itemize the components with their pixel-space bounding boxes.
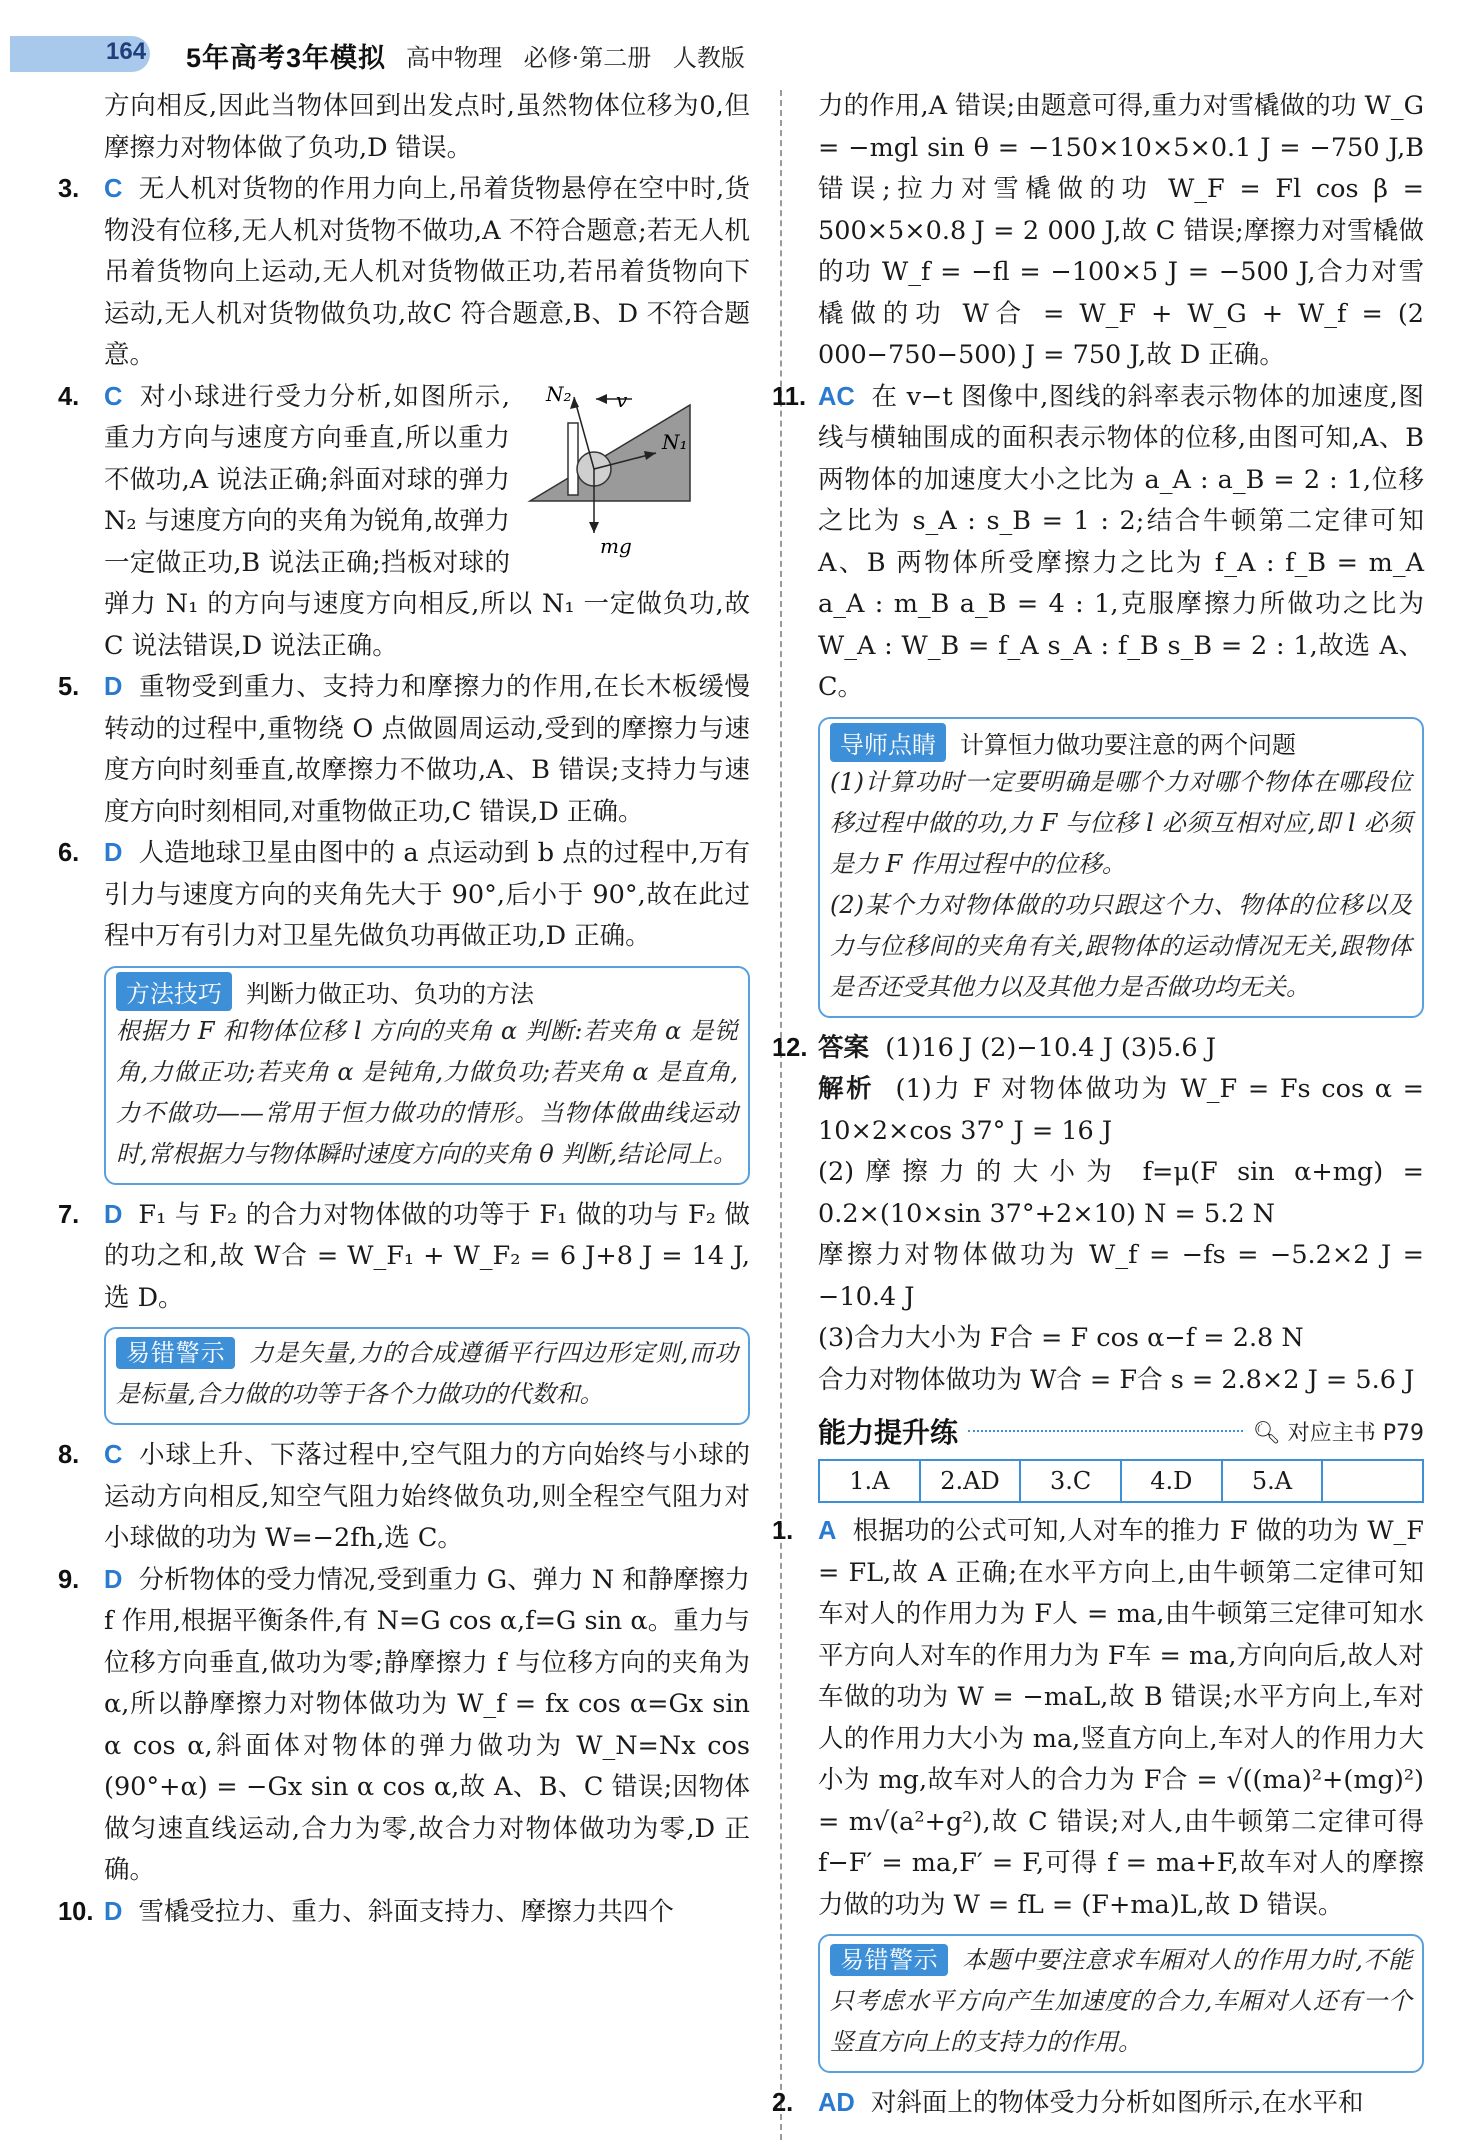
book-title: 5年高考3年模拟 bbox=[186, 43, 387, 73]
analysis-line: (1)力 F 对物体做功为 W_F = Fs cos α = 10×2×cos 37° J = 16 J bbox=[818, 1074, 1424, 1146]
answer-letter: D bbox=[104, 1565, 123, 1594]
answer-letter: C bbox=[104, 175, 123, 203]
answer-cell bbox=[1322, 1460, 1423, 1502]
explanation-text: 对斜面上的物体受力分析如图所示,在水平和 bbox=[870, 2088, 1364, 2118]
question-number: 5. bbox=[58, 673, 80, 701]
answer-cell: 4.D bbox=[1121, 1460, 1222, 1502]
question-number: 12. bbox=[772, 1033, 808, 1062]
answer-letter: D bbox=[104, 839, 123, 867]
question-number: 4. bbox=[58, 382, 80, 411]
answer-cell: 3.C bbox=[1020, 1460, 1121, 1502]
label-mg: mg bbox=[600, 533, 632, 558]
answer-cell: 1.A bbox=[819, 1460, 920, 1502]
answer-table bbox=[818, 1459, 1424, 1503]
question-5 bbox=[58, 667, 750, 833]
question-number: 10. bbox=[58, 1897, 94, 1926]
question-number: 7. bbox=[58, 1200, 80, 1229]
explanation-text: 对小球进行受力分析,如图所示,重力方向与速度方向垂直,所以重力不做功,A 说法正确;斜面对球的弹力 N₂ 与速度方向的夹角为锐角,故弹力一定做正功,B 说法正确;挡板对球的弹力 N₁ 的方向与速度方向相反,所以 N₁ 一定做负功,故 C 说法错误,D 说法正确。 bbox=[104, 381, 750, 661]
answer-letter: D bbox=[104, 1897, 123, 1926]
mentor-tip-box bbox=[818, 717, 1424, 1018]
section-dotted-line bbox=[968, 1430, 1243, 1432]
label-n1: N₁ bbox=[662, 429, 688, 454]
box-title: 判断力做正功、负功的方法 bbox=[246, 979, 534, 1008]
answer-letter: AD bbox=[818, 2089, 855, 2117]
method-tip-box bbox=[104, 966, 750, 1185]
question-9 bbox=[58, 1560, 750, 1892]
explanation-text: F₁ 与 F₂ 的合力对物体做的功等于 F₁ 做的功与 F₂ 做的功之和,故 W合 = W_F₁ + W_F₂ = 6 J+8 J = 14 J,选 D。 bbox=[104, 1199, 750, 1313]
answer-letter: AC bbox=[818, 382, 855, 411]
question-11 bbox=[772, 377, 1424, 709]
book-subtitle: 高中物理 必修·第二册 人教版 bbox=[406, 44, 745, 72]
label-v: v bbox=[616, 387, 628, 412]
answer-letter: D bbox=[104, 1200, 123, 1229]
box-tag: 易错警示 bbox=[116, 1337, 235, 1369]
answer-letter: C bbox=[104, 382, 123, 411]
box-body: 根据力 F 和物体位移 l 方向的夹角 α 判断:若夹角 α 是锐角,力做正功;若夹角 α 是钝角,力做负功;若夹角 α 是直角,力不做功——常用于恒力做功的情形。当物体做曲线运动时,常根据力与物体瞬时速度方向的夹角 θ 判断,结论同上。 bbox=[116, 1016, 738, 1168]
explanation-text: 无人机对货物的作用力向上,吊着货物悬停在空中时,货物没有位移,无人机对货物不做功,A 不符合题意;若无人机吊着货物向上运动,无人机对货物做正功,若吊着货物向下运动,无人机对货物做负功,故C 符合题意,B、D 不符合题意。 bbox=[104, 174, 750, 370]
explanation-text: 重物受到重力、支持力和摩擦力的作用,在长木板缓慢转动的过程中,重物绕 O 点做圆周运动,受到的摩擦力与速度方向时刻垂直,故摩擦力不做功,A、B 错误;支持力与速度方向时刻相同,对重物做正功,C 错误,D 正确。 bbox=[104, 672, 750, 827]
explanation-text: 人造地球卫星由图中的 a 点运动到 b 点的过程中,万有引力与速度方向的夹角先大于 90°,后小于 90°,故在此过程中万有引力对卫星先做负功再做正功,D 正确。 bbox=[104, 838, 750, 951]
box-body: 力是矢量,力的合成遵循平行四边形定则,而功是标量,合力做的功等于各个力做功的代数和。 bbox=[116, 1339, 739, 1408]
question-8 bbox=[58, 1435, 750, 1560]
box-tag: 方法技巧 bbox=[116, 972, 232, 1011]
question-4 bbox=[58, 377, 750, 668]
box-tag: 导师点睛 bbox=[830, 723, 946, 762]
explanation-text: 根据功的公式可知,人对车的推力 F 做的功为 W_F = FL,故 A 正确;在水平方向上,由牛顿第二定律可知车对人的作用力为 F人 = ma,由牛顿第三定律可知水平方向人对车的作用力为 F车 = ma,方向向后,故人对车做的功为 W = −maL,故 B 错误;水平方向上,车对人的作用力大小为 ma,竖直方向上,车对人的作用力大小为 mg,故车对人的合力为 F合 = √((ma)²+(mg)²) = m√(a²+g²),故 C 错误;对人,由牛顿第二定律可得 f−F′ = ma,F′ = F,可得 f = ma+F,故车对人的摩擦力做的功为 W = fL = (F+ma)L,故 D 错误。 bbox=[818, 1516, 1424, 1920]
question-10 bbox=[58, 1892, 750, 1934]
answer-letter: D bbox=[104, 673, 123, 701]
answer-cell: 5.A bbox=[1222, 1460, 1323, 1502]
box-body-1: (1)计算功时一定要明确是哪个力对哪个物体在哪段位移过程中做的功,力 F 与位移 l 必须互相对应,即 l 必须是力 F 作用过程中的位移。 bbox=[830, 767, 1412, 878]
question-12 bbox=[772, 1028, 1424, 1402]
error-warning-box bbox=[104, 1327, 750, 1425]
answer-values: (1)16 J (2)−10.4 J (3)5.6 J bbox=[885, 1032, 1216, 1063]
answer-letter: A bbox=[818, 1517, 837, 1545]
analysis-label: 解析 bbox=[818, 1074, 875, 1104]
error-warning-box bbox=[818, 1934, 1424, 2073]
left-column bbox=[58, 86, 750, 1933]
explanation-text: 小球上升、下落过程中,空气阻力的方向始终与小球的运动方向相反,知空气阻力始终做负功,则全程空气阻力对小球做的功为 W=−2fh,选 C。 bbox=[104, 1440, 750, 1553]
incline-ball-diagram bbox=[520, 383, 750, 563]
question-6 bbox=[58, 833, 750, 958]
baffle-plate bbox=[568, 423, 578, 495]
answer-cell: 2.AD bbox=[920, 1460, 1021, 1502]
analysis-line: 摩擦力对物体做功为 W_f = −fs = −5.2×2 J = −10.4 J bbox=[818, 1240, 1424, 1312]
ability-question-1 bbox=[772, 1511, 1424, 1926]
question-number: 2. bbox=[772, 2089, 794, 2117]
explanation-text: 在 v−t 图像中,图线的斜率表示物体的加速度,图线与横轴围成的面积表示物体的位移,由图可知,A、B 两物体的加速度大小之比为 a_A : a_B = 2 : 1,位移之比为 s_A : s_B = 1 : 2;结合牛顿第二定律可知 A、B 两物体所受摩擦力之比为 f_A : f_B = m_A a_A : m_B a_B = 4 : 1,克服摩擦力所做功之比为 W_A : W_B = f_A s_A : f_B s_B = 2 : 1,故选 A、C。 bbox=[818, 381, 1424, 702]
question-number: 6. bbox=[58, 839, 80, 867]
label-n2: N₂ bbox=[546, 382, 572, 406]
answer-letter: C bbox=[104, 1441, 123, 1469]
analysis-line: (3)合力大小为 F合 = F cos α−f = 2.8 N bbox=[818, 1323, 1304, 1353]
box-title: 计算恒力做功要注意的两个问题 bbox=[960, 730, 1296, 759]
question-number: 8. bbox=[58, 1441, 80, 1469]
box-body-2: (2)某个力对物体做的功只跟这个力、物体的位移以及力与位移间的夹角有关,跟物体的运动情况无关,跟物体是否还受其他力以及其他力是否做功均无关。 bbox=[830, 890, 1412, 1001]
question-3 bbox=[58, 169, 750, 377]
ability-question-2 bbox=[772, 2083, 1424, 2125]
explanation-text: 雪橇受拉力、重力、斜面支持力、摩擦力共四个 bbox=[138, 1896, 674, 1927]
continued-paragraph: 方向相反,因此当物体回到出发点时,虽然物体位移为0,但摩擦力对物体做了负功,D 错误。 bbox=[104, 91, 750, 163]
answer-label: 答案 bbox=[818, 1032, 870, 1063]
analysis-line: 合力对物体做功为 W合 = F合 s = 2.8×2 J = 5.6 J bbox=[818, 1364, 1415, 1395]
question-number: 1. bbox=[772, 1517, 794, 1545]
box-body: 本题中要注意求车厢对人的作用力时,不能只考虑水平方向产生加速度的合力,车厢对人还有一个竖直方向上的支持力的作用。 bbox=[830, 1946, 1412, 2056]
question-number: 9. bbox=[58, 1565, 80, 1594]
page-number: 164 bbox=[106, 38, 147, 65]
section-title: 能力提升练 bbox=[818, 1417, 959, 1448]
explanation-text: 分析物体的受力情况,受到重力 G、弹力 N 和静摩擦力 f 作用,根据平衡条件,有 N=G cos α,f=G sin α。重力与位移方向垂直,做功为零;静摩擦力 f 与位移方向的夹角为 α,所以静摩擦力对物体做功为 W_f = fx cos α=Gx sin α cos α,斜面体对物体的弹力做功为 W_N=Nx cos (90°+α) = −Gx sin α cos α,故 A、B、C 错误;因物体做匀速直线运动,合力为零,故合力对物体做功为零,D 正确。 bbox=[104, 1564, 750, 1885]
question-number: 11. bbox=[772, 382, 807, 411]
section-reference: 🔍︎ 对应主书 P79 bbox=[1252, 1420, 1424, 1446]
question-7 bbox=[58, 1195, 750, 1320]
analysis-line: (2)摩擦力的大小为 f=μ(F sin α+mg) = 0.2×(10×sin 37°+2×10) N = 5.2 N bbox=[818, 1157, 1424, 1229]
box-tag: 易错警示 bbox=[830, 1944, 948, 1976]
force-diagram bbox=[520, 383, 750, 563]
right-column bbox=[772, 86, 1424, 2125]
continued-paragraph: 力的作用,A 错误;由题意可得,重力对雪橇做的功 W_G = −mgl sin θ = −150×10×5×0.1 J = −750 J,B 错误;拉力对雪橇做的功 W_F = Fl cos β = 500×5×0.8 J = 2 000 J,故 C 错误;摩擦力对雪橇做的功 W_f = −fl = −100×5 J = −500 J,合力对雪橇做的功 W合 = W_F + W_G + W_f = (2 000−750−500) J = 750 J,故 D 正确。 bbox=[818, 91, 1424, 370]
ability-section-header bbox=[818, 1411, 1424, 1451]
page-header bbox=[10, 28, 1450, 74]
question-number: 3. bbox=[58, 175, 80, 203]
